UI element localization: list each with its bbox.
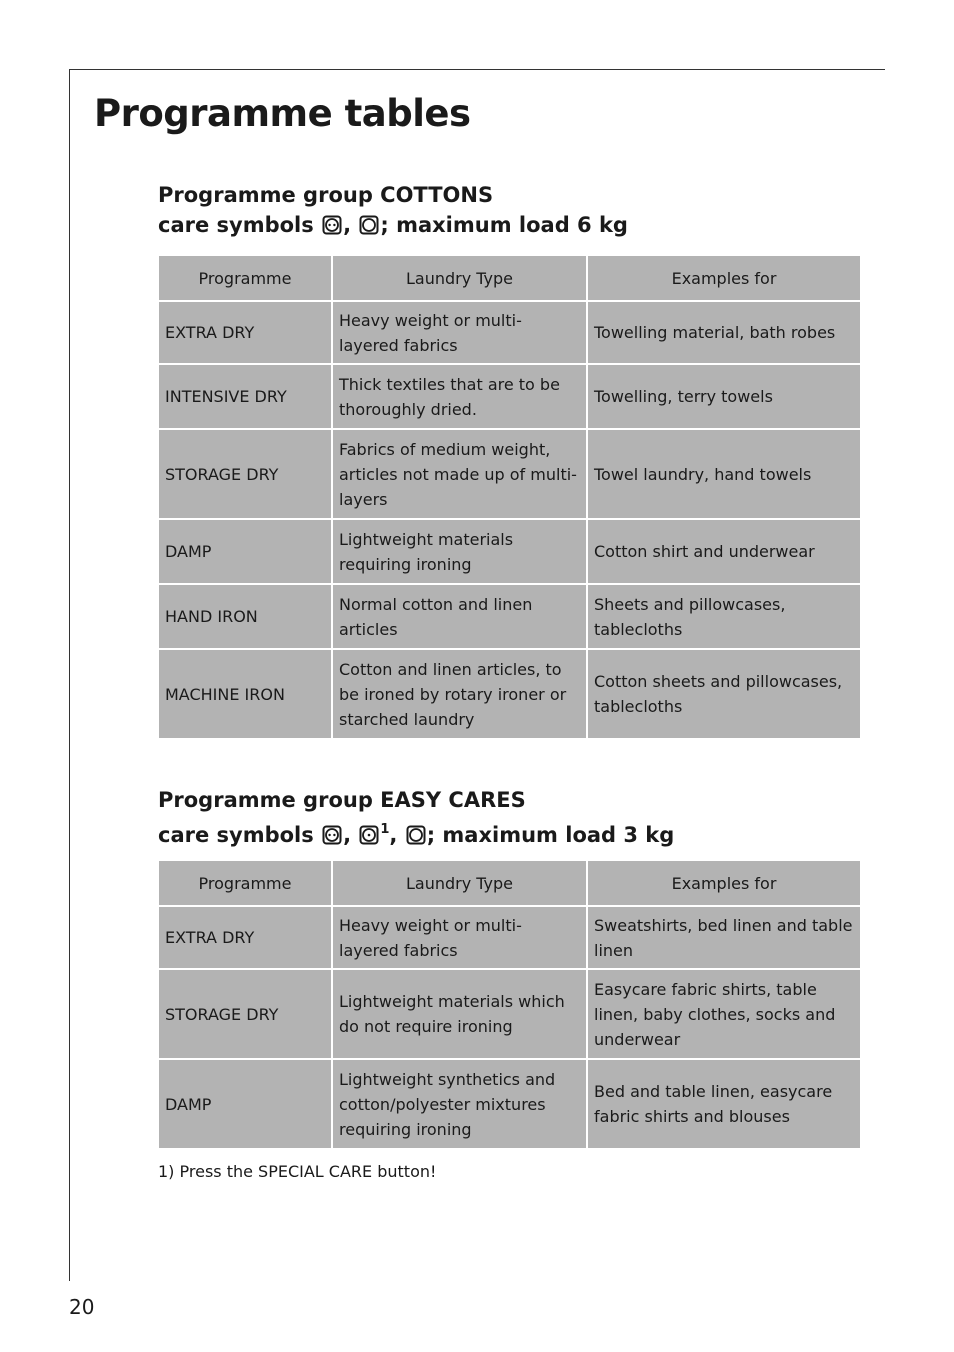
easy-cares-max-load: ; maximum load 3 kg [426,823,675,847]
programme-cell: STORAGE DRY [158,969,332,1059]
easy-cares-symbol-separator-2: , [389,823,398,847]
column-header-examples: Examples for [587,860,861,906]
programme-cell: STORAGE DRY [158,429,332,519]
laundry-type-cell: Lightweight synthetics and cotton/polyester mixtures requiring ironing [332,1059,587,1149]
laundry-type-cell: Lightweight materials which do not require ironing [332,969,587,1059]
examples-cell: Sweatshirts, bed linen and table linen [587,906,861,969]
laundry-type-cell: Heavy weight or multi-layered fabrics [332,301,587,364]
examples-cell: Towelling, terry towels [587,364,861,429]
cottons-table [157,254,862,740]
table-row [158,301,861,364]
column-header-examples: Examples for [587,255,861,301]
cottons-care-label: care symbols [158,213,314,237]
laundry-type-cell: Thick textiles that are to be thoroughly dried. [332,364,587,429]
table-row [158,906,861,969]
easy-cares-symbol-separator: , [343,823,352,847]
tumble-dry-one-dot-icon [359,825,379,845]
table-row [158,519,861,584]
table-row [158,364,861,429]
easy-cares-heading [158,785,674,850]
examples-cell: Bed and table linen, easycare fabric shirts and blouses [587,1059,861,1149]
examples-cell: Towelling material, bath robes [587,301,861,364]
cottons-max-load: ; maximum load 6 kg [380,213,628,237]
tumble-dry-icon [359,215,379,235]
laundry-type-cell: Heavy weight or multi-layered fabrics [332,906,587,969]
tumble-dry-icon [406,825,426,845]
examples-cell: Cotton shirt and underwear [587,519,861,584]
examples-cell: Sheets and pillowcases, tablecloths [587,584,861,649]
programme-cell: HAND IRON [158,584,332,649]
easy-cares-heading-title: Programme group EASY CARES [158,788,526,812]
laundry-type-cell: Cotton and linen articles, to be ironed by rotary ironer or starched laundry [332,649,587,739]
cottons-heading [158,180,628,240]
table-row [158,649,861,739]
tumble-dry-two-dots-icon [322,825,342,845]
programme-cell: DAMP [158,1059,332,1149]
easy-cares-care-symbols-line [158,815,674,850]
column-header-laundry-type: Laundry Type [332,255,587,301]
laundry-type-cell: Lightweight materials requiring ironing [332,519,587,584]
footnote: 1) Press the SPECIAL CARE button! [158,1162,437,1181]
table-header-row [158,860,861,906]
easy-cares-table [157,859,862,1150]
page-title: Programme tables [94,92,471,135]
examples-cell: Towel laundry, hand towels [587,429,861,519]
table-row [158,1059,861,1149]
tumble-dry-two-dots-icon [322,215,342,235]
table-row [158,969,861,1059]
laundry-type-cell: Fabrics of medium weight, articles not made up of multi-layers [332,429,587,519]
top-rule [69,69,885,70]
table-header-row [158,255,861,301]
programme-cell: INTENSIVE DRY [158,364,332,429]
table-row [158,584,861,649]
column-header-programme: Programme [158,255,332,301]
programme-cell: EXTRA DRY [158,301,332,364]
footnote-marker: 1 [380,822,390,837]
column-header-programme: Programme [158,860,332,906]
page-number: 20 [69,1295,95,1319]
column-header-laundry-type: Laundry Type [332,860,587,906]
cottons-symbol-separator: , [343,213,352,237]
cottons-heading-title: Programme group COTTONS [158,183,494,207]
cottons-care-symbols-line [158,210,628,240]
table-row [158,429,861,519]
programme-cell: DAMP [158,519,332,584]
programme-cell: EXTRA DRY [158,906,332,969]
easy-cares-care-label: care symbols [158,823,314,847]
laundry-type-cell: Normal cotton and linen articles [332,584,587,649]
left-rule [69,69,70,1281]
programme-cell: MACHINE IRON [158,649,332,739]
examples-cell: Easycare fabric shirts, table linen, baby clothes, socks and underwear [587,969,861,1059]
examples-cell: Cotton sheets and pillowcases, tablecloths [587,649,861,739]
